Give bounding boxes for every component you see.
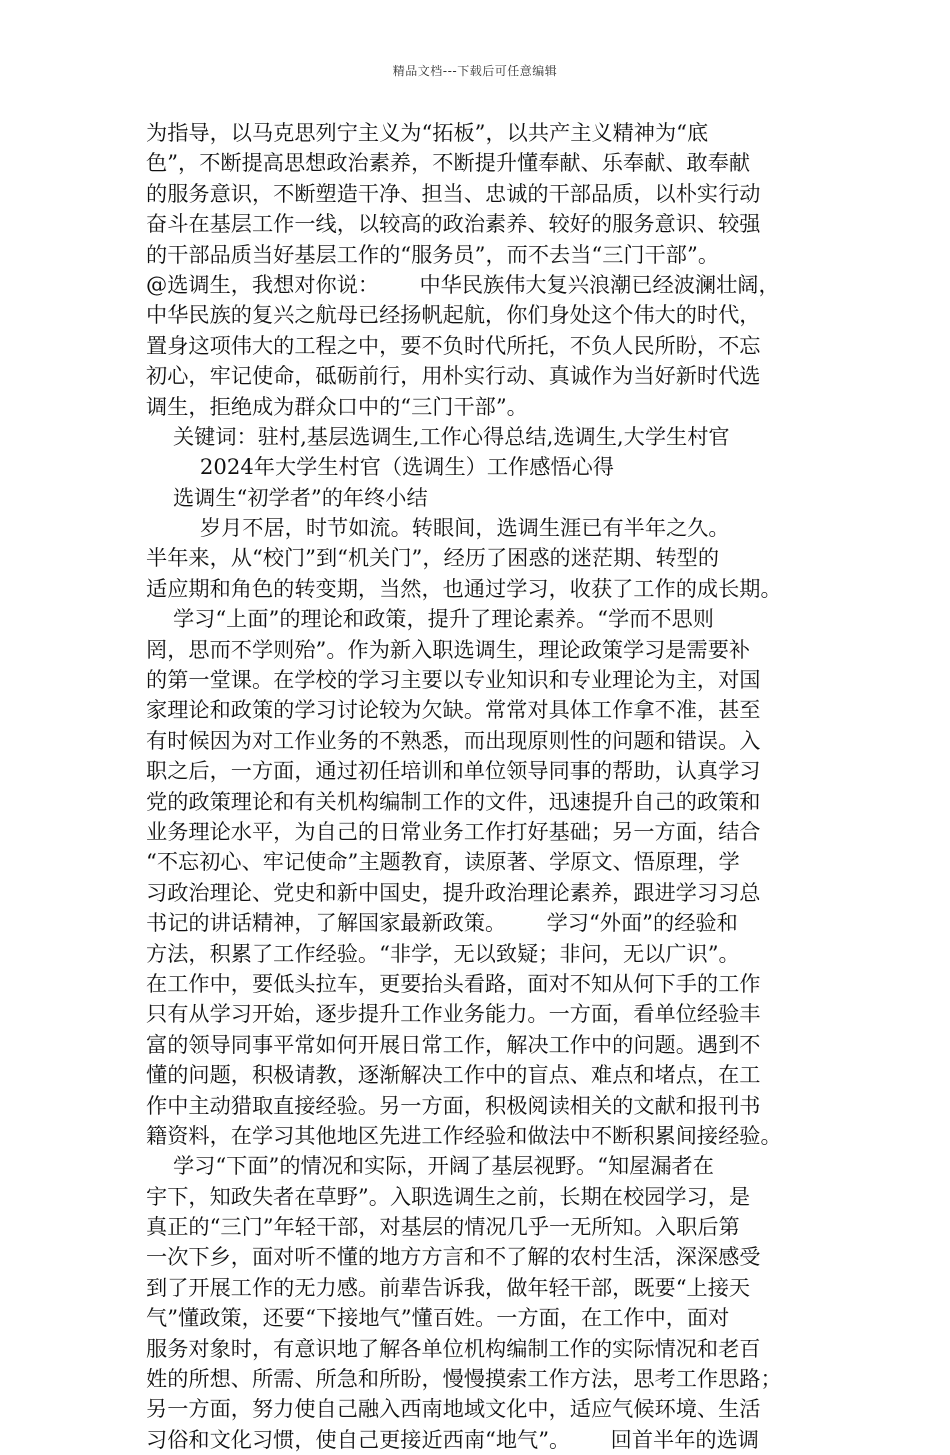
text-line: 有时候因为对工作业务的不熟悉，而出现原则性的问题和错误。入 <box>146 727 761 753</box>
text-line: 的第一堂课。在学校的学习主要以专业知识和专业理论为主，对国 <box>146 667 761 693</box>
text-line: 半年来，从“校门”到“机关门”，经历了困惑的迷茫期、转型的 <box>146 545 720 571</box>
text-line: 作中主动猎取直接经验。另一方面，积极阅读相关的文献和报刊书 <box>146 1092 761 1118</box>
text-line: “不忘初心、牢记使命”主题教育，读原著、学原文、悟原理，学 <box>146 849 740 875</box>
text-line: 习政治理论、党史和新中国史，提升政治理论素养，跟进学习习总 <box>146 879 761 905</box>
text-line: 宇下，知政失者在草野”。入职选调生之前，长期在校园学习，是 <box>146 1183 751 1209</box>
text-line: 岁月不居，时节如流。转眼间，选调生涯已有半年之久。 <box>146 515 730 541</box>
text-line: 初心，牢记使命，砥砺前行，用朴实行动、真诚作为当好新时代选 <box>146 363 761 389</box>
text-line: 真正的“三门”年轻干部，对基层的情况几乎一无所知。入职后第 <box>146 1214 740 1240</box>
text-line: 为指导，以马克思列宁主义为“拓板”，以共产主义精神为“底 <box>146 120 709 145</box>
text-line: 书记的讲话精神，了解国家最新政策。 学习“外面”的经验和 <box>146 910 738 936</box>
keywords-line: 关键词：驻村,基层选调生,工作心得总结,选调生,大学生村官 <box>146 423 730 449</box>
document-title: 2024年大学生村官（选调生）工作感悟心得 <box>146 454 614 480</box>
page-header: 精品文档---下载后可任意编辑 <box>392 64 558 78</box>
text-line: 的服务意识，不断塑造干净、担当、忠诚的干部品质，以朴实行动 <box>146 180 761 206</box>
document-body <box>146 118 816 1455</box>
text-line: 方法，积累了工作经验。“非学，无以致疑；非问，无以广识”。 <box>146 940 740 966</box>
text-line: 适应期和角色的转变期，当然，也通过学习，收获了工作的成长期。 <box>146 575 782 601</box>
text-line: 富的领导同事平常如何开展日常工作，解决工作中的问题。遇到不 <box>146 1031 761 1057</box>
text-line: 调生，拒绝成为群众口中的“三门干部”。 <box>146 393 528 419</box>
text-line: 另一方面，努力使自己融入西南地域文化中，适应气候环境、生活 <box>146 1396 761 1422</box>
text-line: 姓的所想、所需、所急和所盼，慢慢摸索工作方法，思考工作思路； <box>146 1366 782 1392</box>
text-line: 懂的问题，积极请教，逐渐解决工作中的盲点、难点和堵点，在工 <box>146 1062 761 1088</box>
text-line: 习俗和文化习惯，使自己更接近西南“地气”。 回首半年的选调 <box>146 1426 759 1452</box>
text-line: 中华民族的复兴之航母已经扬帆起航，你们身处这个伟大的时代， <box>146 302 761 328</box>
text-line: 气”懂政策，还要“下接地气”懂百姓。一方面，在工作中，面对 <box>146 1305 730 1331</box>
text-line: 的干部品质当好基层工作的“服务员”，而不去当“三门干部”。 <box>146 241 720 267</box>
text-line: 到了开展工作的无力感。前辈告诉我，做年轻干部，既要“上接天 <box>146 1274 751 1300</box>
text-line: 籍资料，在学习其他地区先进工作经验和做法中不断积累间接经验。 <box>146 1122 782 1148</box>
text-line: 学习“下面”的情况和实际，开阔了基层视野。“知屋漏者在 <box>146 1153 714 1179</box>
section-heading: 选调生“初学者”的年终小结 <box>146 484 428 510</box>
text-line: 职之后，一方面，通过初任培训和单位领导同事的帮助，认真学习 <box>146 758 761 784</box>
text-line: 服务对象时，有意识地了解各单位机构编制工作的实际情况和老百 <box>146 1335 761 1361</box>
text-line: 罔，思而不学则殆”。作为新入职选调生，理论政策学习是需要补 <box>146 636 751 662</box>
text-line: 业务理论水平，为自己的日常业务工作打好基础；另一方面，结合 <box>146 818 761 844</box>
text-line: 党的政策理论和有关机构编制工作的文件，迅速提升自己的政策和 <box>146 788 761 814</box>
text-line: @选调生，我想对你说： 中华民族伟大复兴浪潮已经波澜壮阔， <box>146 271 780 297</box>
text-line: 一次下乡，面对听不懂的地方方言和不了解的农村生活，深深感受 <box>146 1244 761 1270</box>
text-line: 在工作中，要低头拉车，更要抬头看路，面对不知从何下手的工作 <box>146 970 761 996</box>
text-line: 只有从学习开始，逐步提升工作业务能力。一方面，看单位经验丰 <box>146 1001 761 1027</box>
text-line: 色”，不断提高思想政治素养，不断提升懂奉献、乐奉献、敢奉献 <box>146 150 751 176</box>
text-line: 奋斗在基层工作一线，以较高的政治素养、较好的服务意识、较强 <box>146 211 761 237</box>
text-line: 学习“上面”的理论和政策，提升了理论素养。“学而不思则 <box>146 606 714 632</box>
text-line: 置身这项伟大的工程之中，要不负时代所托，不负人民所盼，不忘 <box>146 332 761 358</box>
text-line: 家理论和政策的学习讨论较为欠缺。常常对具体工作拿不准，甚至 <box>146 697 761 723</box>
